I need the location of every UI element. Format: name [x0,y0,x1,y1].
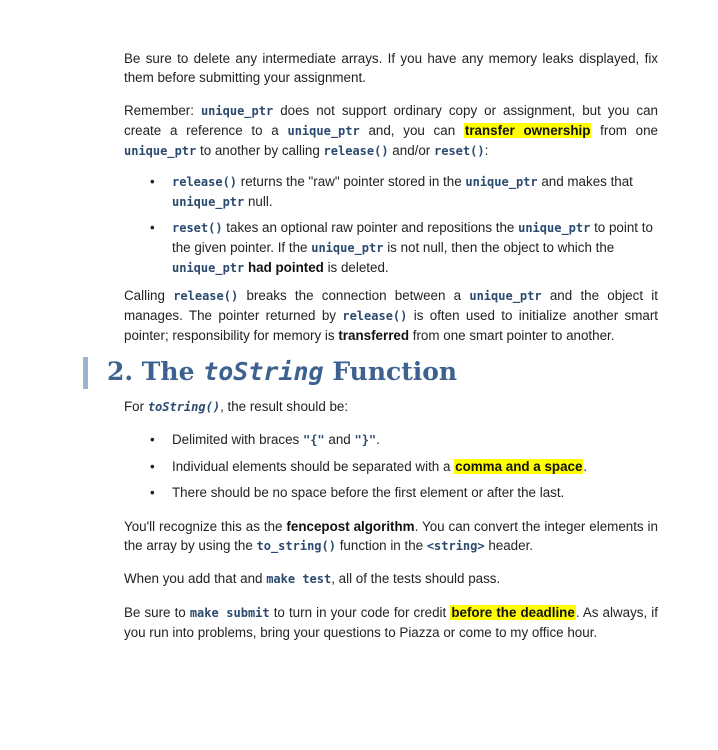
text: Remember: [124,103,201,118]
code-to-string: to_string() [256,539,336,553]
list-pointer-methods [124,172,658,284]
highlight-before-deadline: before the deadline [451,605,575,620]
text: : [484,143,489,158]
list-item-release [124,172,658,212]
highlight-transfer-ownership: transfer ownership [464,123,591,138]
text: , the result should be: [220,399,349,414]
paragraph-unique-ptr [124,101,658,161]
code-release: release() [342,309,408,323]
heading-accent-bar [83,357,88,389]
code-open-brace: "{" [302,433,325,447]
text: breaks the connection between a [238,288,470,303]
text: and the object it manages. The pointer returned by [124,288,658,323]
text: from one smart pointer to another. [409,328,615,343]
code-tostring: toString() [147,400,221,414]
text: takes an optional raw pointer and repositions the [222,220,519,235]
list-item-separator [124,457,658,476]
text: Delimited with braces [172,432,303,447]
list-item-reset [124,218,658,278]
code-make-submit: make submit [189,606,270,620]
bold-had-pointed: had pointed [244,260,324,275]
paragraph-fencepost [124,517,658,556]
bullet-icon: • [150,220,155,235]
text: . [376,432,380,447]
text: . As always, if you run into problems, bring your questions to Piazza or come to my office hour. [124,605,658,640]
text: Individual elements should be separated with a [172,459,455,474]
list-item-no-space [124,483,658,502]
paragraph-make-submit [124,603,658,642]
code-release: release() [172,175,238,189]
code-unique-ptr: unique_ptr [200,104,274,118]
code-release: release() [323,144,389,158]
bold-transferred: transferred [338,328,410,343]
list-tostring-rules [124,430,658,508]
text: . [583,459,588,474]
bullet-icon: • [150,174,155,189]
text: function in the [335,538,427,553]
text: When you add that and [124,571,267,586]
code-unique-ptr: unique_ptr [124,144,197,158]
code-reset: reset() [434,144,485,158]
code-unique-ptr: unique_ptr [172,261,245,275]
text: Be sure to [124,605,190,620]
heading-code: toString [203,357,324,386]
text: Calling [124,288,174,303]
code-make-test: make test [266,572,332,586]
code-release: release() [173,289,239,303]
bullet-icon: • [150,459,155,474]
heading-text: Function [323,357,458,386]
text: and [324,432,355,447]
code-unique-ptr: unique_ptr [172,195,245,209]
paragraph-make-test [124,569,658,589]
code-reset: reset() [172,221,223,235]
text: from one [591,123,658,138]
code-unique-ptr: unique_ptr [311,241,384,255]
text: null. [244,194,273,209]
heading-number: 2. The [107,357,204,386]
code-unique-ptr: unique_ptr [287,124,360,138]
paragraph-tostring-intro [124,397,658,417]
paragraph-release-explanation [124,286,658,345]
text: , all of the tests should pass. [331,571,501,586]
section-heading [107,354,457,390]
text: is not null, then the object to which the [383,240,615,255]
text: There should be no space before the first element or after the last. [172,485,565,500]
text: to turn in your code for credit [269,605,451,620]
text: is often used to initialize another smart pointer; responsibility for memory is [124,308,658,343]
text: You'll recognize this as the [124,519,287,534]
paragraph-memory-leaks: Be sure to delete any intermediate arrays. If you have any memory leaks displayed, fix them before submitting your assignment. [124,51,658,85]
bullet-icon: • [150,485,155,500]
code-unique-ptr: unique_ptr [518,221,591,235]
highlight-comma-and-space: comma and a space [455,459,583,474]
text: returns the "raw" pointer stored in the [237,174,466,189]
text: . You can convert the integer elements in the array by using the [124,519,658,553]
list-item-braces [124,430,658,450]
code-unique-ptr: unique_ptr [465,175,538,189]
text: and, you can [359,123,464,138]
text: to another by calling [196,143,324,158]
text: For [124,399,148,414]
text: to point to the given pointer. If the [172,220,653,255]
code-unique-ptr: unique_ptr [469,289,542,303]
text: header. [484,538,534,553]
text: does not support ordinary copy or assignment, but you can create a reference to a [124,103,658,138]
text: is deleted. [323,260,389,275]
text: and makes that [537,174,633,189]
bullet-icon: • [150,432,155,447]
code-string-header: <string> [426,539,485,553]
code-close-brace: "}" [354,433,377,447]
text: and/or [388,143,434,158]
bold-fencepost-algorithm: fencepost algorithm [286,519,415,534]
